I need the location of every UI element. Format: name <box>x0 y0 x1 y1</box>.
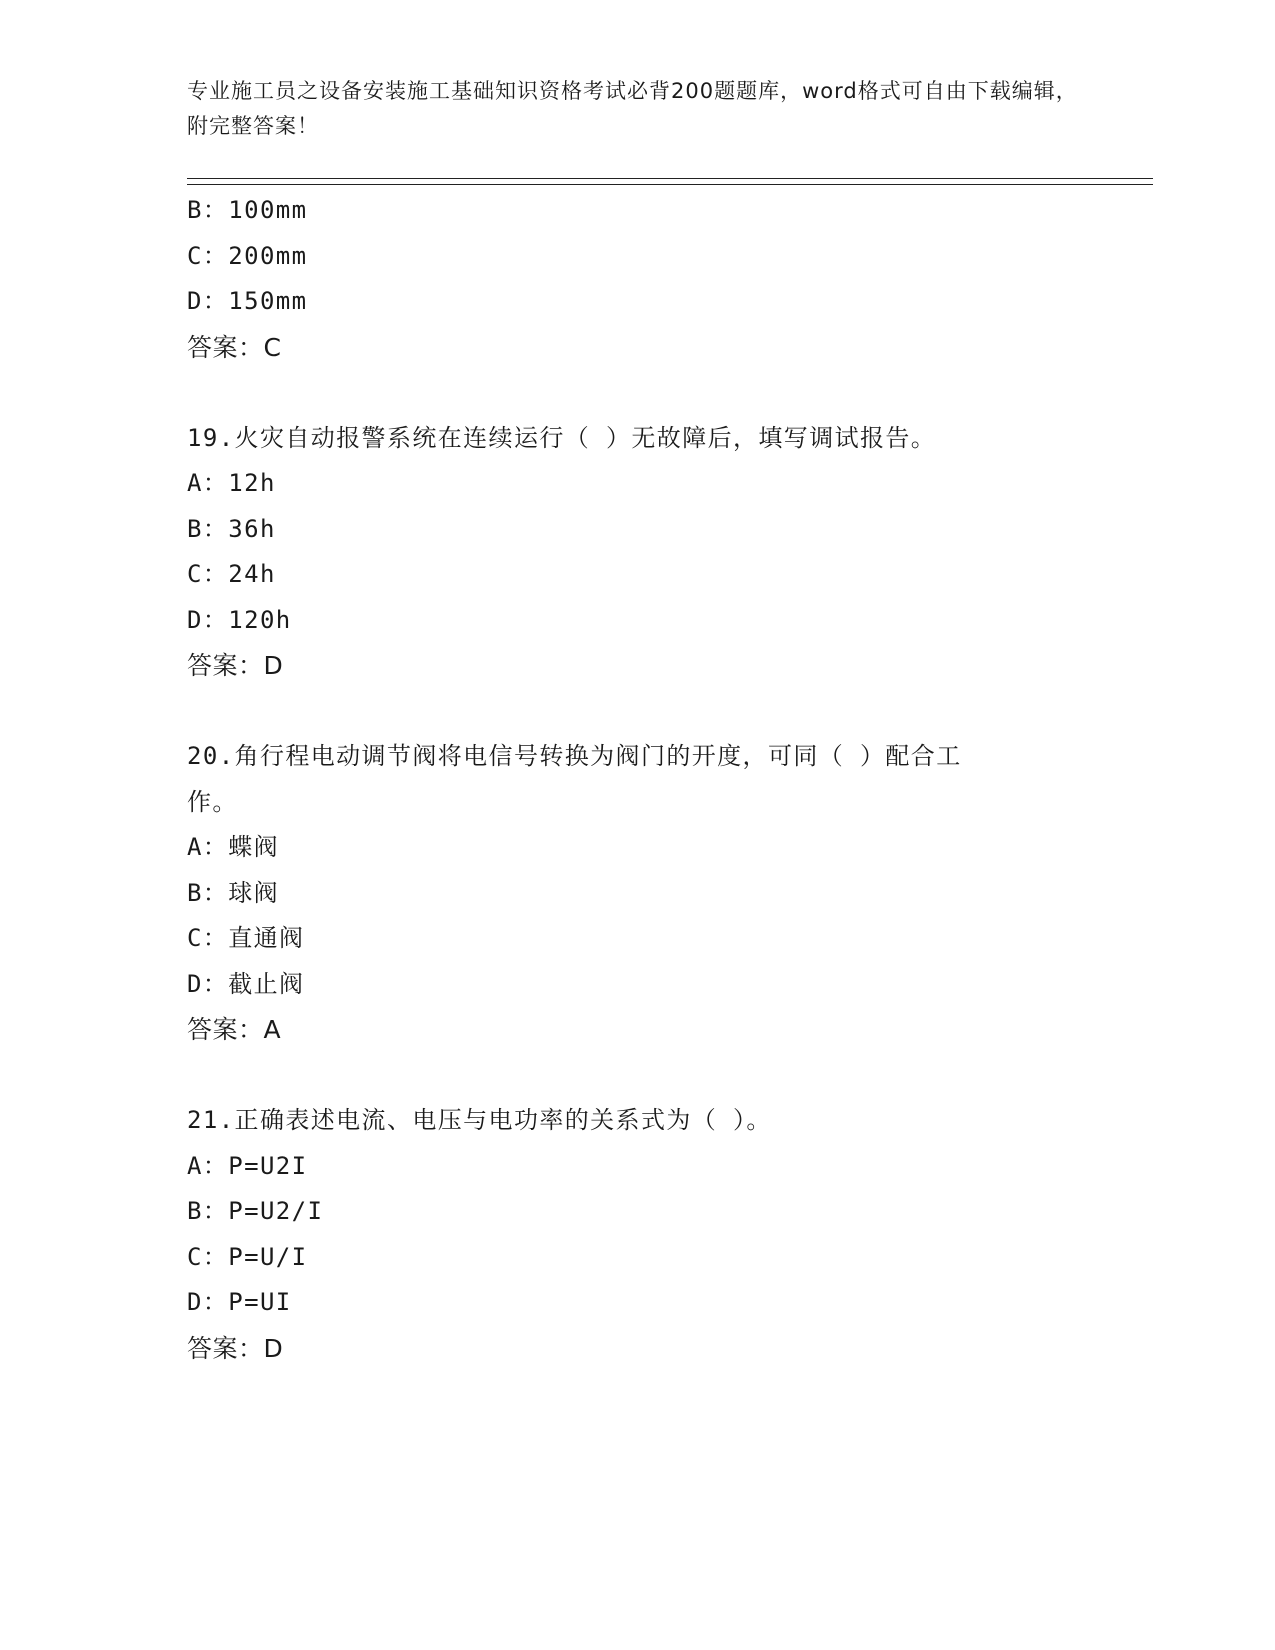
page-header <box>187 74 1087 144</box>
option-c: C：直通阀 <box>187 924 305 952</box>
answer-line: 答案：D <box>187 651 284 680</box>
spacer <box>187 370 1087 416</box>
option-a: A：P=U2I <box>187 1151 308 1180</box>
answer-line: 答案：A <box>187 1015 282 1044</box>
header-title: 专业施工员之设备安装施工基础知识资格考试必背200题题库，word格式可自由下载编辑，附完整答案！ <box>187 79 1078 138</box>
question-text: 21.正确表述电流、电压与电功率的关系式为（ ）。 <box>187 1106 772 1134</box>
option-c: C：P=U/I <box>187 1242 308 1271</box>
question-block <box>187 188 1087 370</box>
option-a: A：12h <box>187 469 276 497</box>
option-d: D：P=UI <box>187 1288 292 1316</box>
question-block <box>187 416 1087 689</box>
spacer <box>187 1053 1087 1099</box>
answer-line: 答案：C <box>187 332 282 362</box>
question-text: 19.火灾自动报警系统在连续运行（ ）无故障后，填写调试报告。 <box>187 423 937 452</box>
option-c: C：24h <box>187 560 276 588</box>
option-c: C：200mm <box>187 241 308 270</box>
option-d: D：150mm <box>187 287 308 315</box>
option-d: D：120h <box>187 605 292 634</box>
question-list <box>187 188 1087 1371</box>
question-block <box>187 1098 1087 1371</box>
header-divider <box>187 178 1153 185</box>
option-b: B：36h <box>187 514 276 543</box>
answer-line: 答案：D <box>187 1333 284 1363</box>
question-text-continued: 作。 <box>187 787 238 816</box>
option-a: A：蝶阀 <box>187 833 280 861</box>
question-block <box>187 734 1087 1053</box>
option-b: B：100mm <box>187 196 308 224</box>
option-d: D：截止阀 <box>187 969 305 998</box>
option-b: B：P=U2/I <box>187 1197 324 1225</box>
option-b: B：球阀 <box>187 878 280 907</box>
question-text: 20.角行程电动调节阀将电信号转换为阀门的开度，可同（ ）配合工 <box>187 742 962 770</box>
spacer <box>187 689 1087 735</box>
